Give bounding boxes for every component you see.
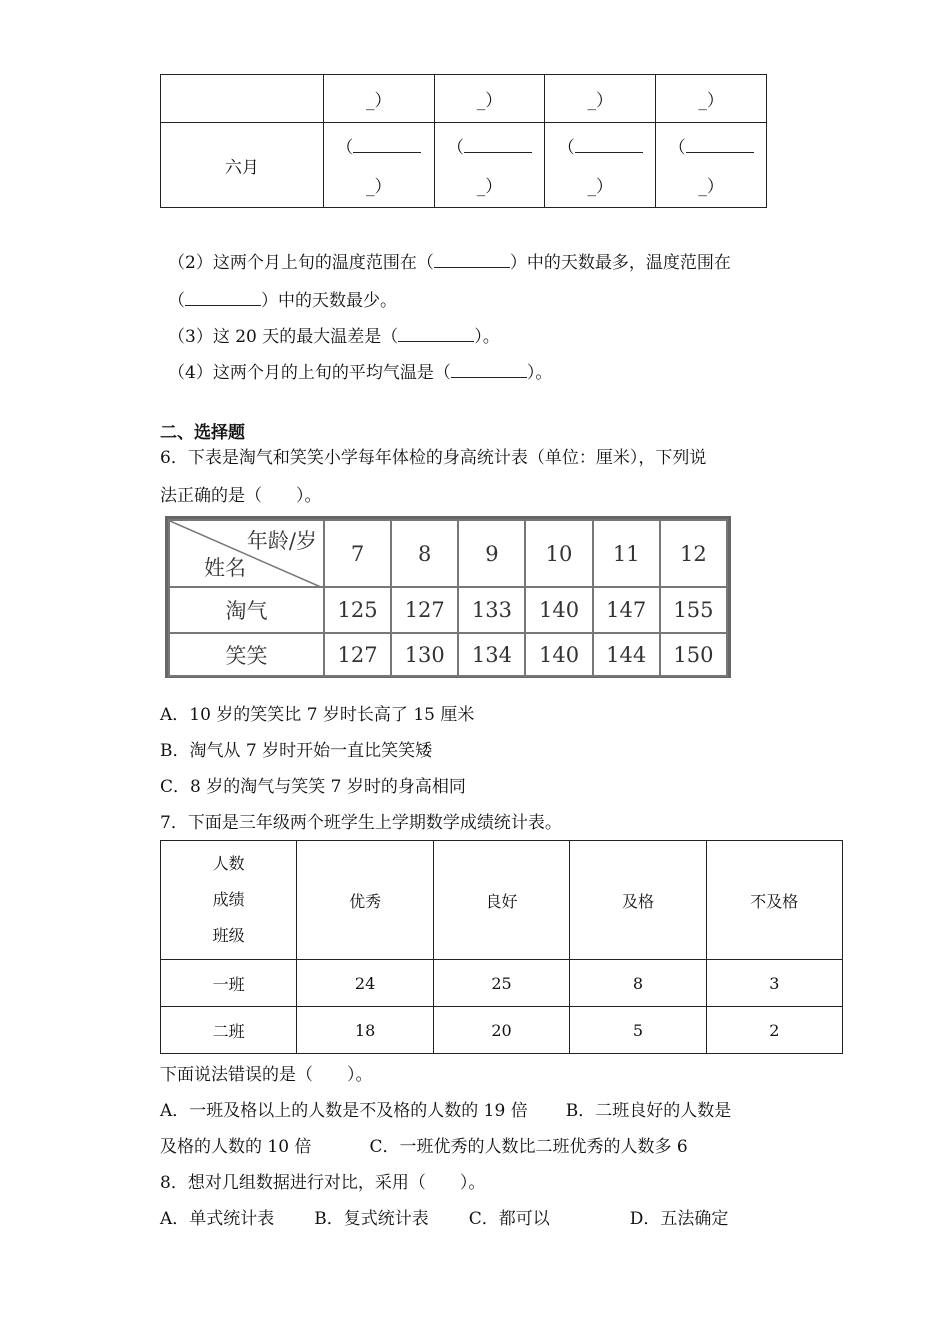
age-header: 11 [593, 520, 660, 587]
table-cell: 8 [570, 960, 706, 1007]
q7-options-line2: 及格的人数的 10 倍 C．一班优秀的人数比二班优秀的人数多 6 [160, 1137, 688, 1157]
table-cell: （ _） [656, 123, 767, 208]
table-cell: _） [323, 75, 434, 123]
option-c: C．8 岁的淘气与笑笑 7 岁时的身高相同 [160, 777, 466, 797]
table-cell: _） [434, 75, 545, 123]
column-header: 良好 [433, 841, 569, 960]
table-cell: 5 [570, 1007, 706, 1054]
table-cell: 133 [458, 587, 525, 633]
table-cell: _） [545, 75, 656, 123]
table-row [161, 1007, 843, 1054]
table-row [169, 587, 727, 633]
question-7-prompt: 下面说法错误的是（ ）。 [160, 1065, 373, 1085]
table-cell: 2 [706, 1007, 842, 1054]
corner-cell: 人数 成绩 班级 [161, 841, 297, 960]
age-header: 7 [324, 520, 391, 587]
table-row [161, 841, 843, 960]
question-6-text-cont: 法正确的是（ ）。 [160, 486, 322, 506]
age-header: 10 [525, 520, 592, 587]
table-cell: _） [656, 75, 767, 123]
q8-options: A．单式统计表 B．复式统计表 C．都可以 D．五法确定 [160, 1209, 729, 1229]
table-cell: 140 [525, 587, 592, 633]
table-cell: 20 [433, 1007, 569, 1054]
table-cell: 147 [593, 587, 660, 633]
question-2-cont: （ ）中的天数最少。 [168, 291, 397, 311]
table-cell: 125 [324, 587, 391, 633]
table-cell: 3 [706, 960, 842, 1007]
question-4: （4）这两个月的上旬的平均气温是（ ）。 [168, 363, 553, 383]
table-cell: 24 [297, 960, 433, 1007]
option-b: B．淘气从 7 岁时开始一直比笑笑矮 [160, 741, 433, 761]
row-label: 一班 [161, 960, 297, 1007]
table-cell: （ _） [545, 123, 656, 208]
table-row [161, 123, 767, 208]
table-cell: 144 [593, 633, 660, 676]
table-cell [161, 75, 324, 123]
table-row [169, 520, 727, 587]
row-label: 二班 [161, 1007, 297, 1054]
row-label: 笑笑 [169, 633, 324, 676]
q7-options-line1: A．一班及格以上的人数是不及格的人数的 19 倍 B．二班良好的人数是 [160, 1101, 732, 1121]
height-table [165, 516, 731, 678]
table-cell: （ _） [434, 123, 545, 208]
score-table [160, 840, 843, 1054]
age-header: 8 [391, 520, 458, 587]
table-cell: 127 [391, 587, 458, 633]
age-header: 12 [660, 520, 727, 587]
table-cell: 127 [324, 633, 391, 676]
column-header: 不及格 [706, 841, 842, 960]
top-table [160, 74, 767, 208]
question-6-text: 6．下表是淘气和笑笑小学每年体检的身高统计表（单位：厘米），下列说 [160, 448, 707, 468]
table-row [169, 633, 727, 676]
row-label: 六月 [161, 123, 324, 208]
question-8-text: 8．想对几组数据进行对比，采用（ ）。 [160, 1173, 486, 1193]
table-cell: 130 [391, 633, 458, 676]
table-cell: （ _） [323, 123, 434, 208]
question-3: （3）这 20 天的最大温差是（ ）。 [168, 327, 500, 347]
corner-cell: 年龄/岁 姓名 [169, 520, 324, 587]
option-a: A．10 岁的笑笑比 7 岁时长高了 15 厘米 [160, 705, 475, 725]
row-label: 淘气 [169, 587, 324, 633]
table-row [161, 75, 767, 123]
section-title: 二、选择题 [160, 423, 245, 443]
question-2: （2）这两个月上旬的温度范围在（ ）中的天数最多，温度范围在 [168, 253, 731, 273]
table-row [161, 960, 843, 1007]
question-7-text: 7．下面是三年级两个班学生上学期数学成绩统计表。 [160, 813, 562, 833]
table-cell: 25 [433, 960, 569, 1007]
table-cell: 150 [660, 633, 727, 676]
column-header: 及格 [570, 841, 706, 960]
table-cell: 134 [458, 633, 525, 676]
column-header: 优秀 [297, 841, 433, 960]
table-cell: 140 [525, 633, 592, 676]
table-cell: 18 [297, 1007, 433, 1054]
age-header: 9 [458, 520, 525, 587]
table-cell: 155 [660, 587, 727, 633]
